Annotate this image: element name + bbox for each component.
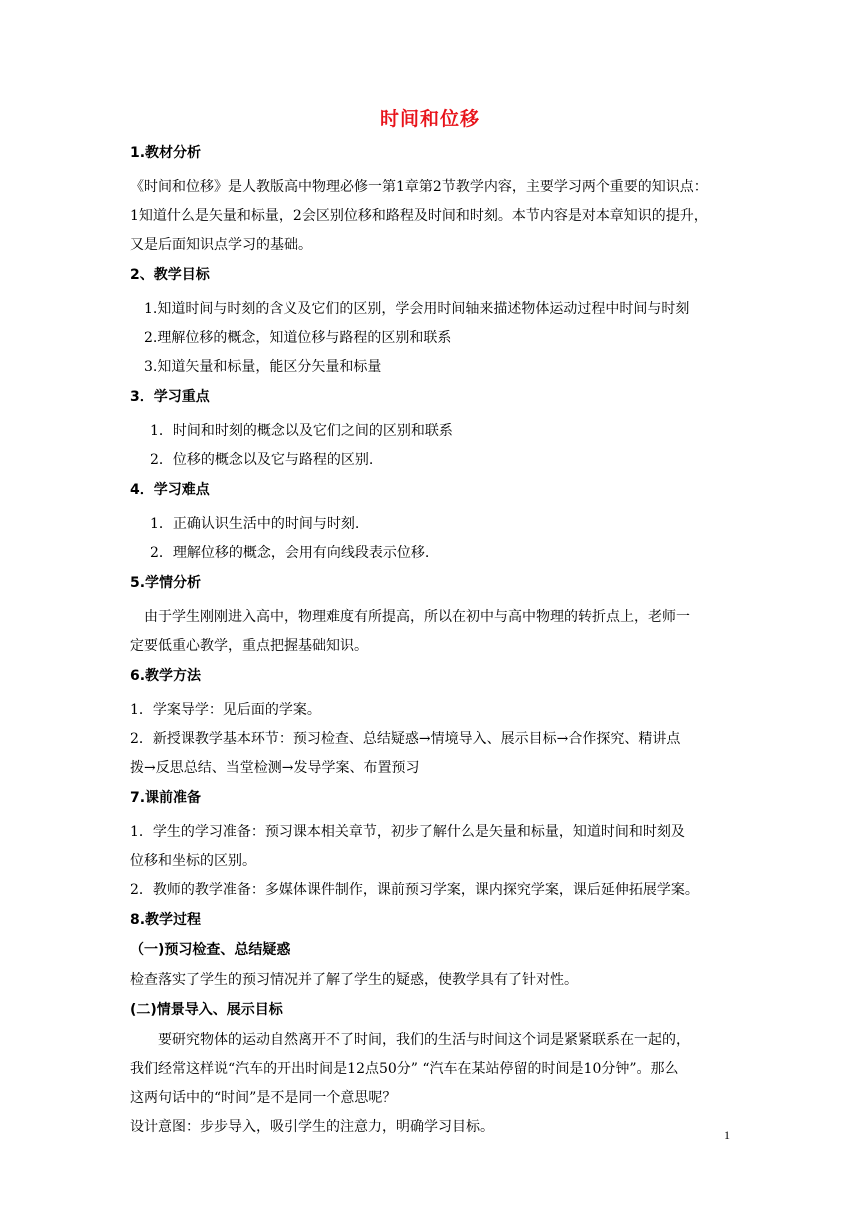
- list-item: 2．理解位移的概念，会用有向线段表示位移.: [150, 545, 430, 561]
- list-item: 2．新授课教学基本环节：预习检查、总结疑惑→情境导入、展示目标→合作探究、精讲点: [130, 731, 681, 747]
- list-item: 1．学生的学习准备：预习课本相关章节，初步了解什么是矢量和标量，知道时间和时刻及: [130, 824, 685, 840]
- list-item: 3.知道矢量和标量，能区分矢量和标量: [144, 359, 382, 375]
- section-heading-6: 6.教学方法: [130, 668, 202, 684]
- section-heading-3: 3．学习重点: [130, 389, 210, 405]
- list-item: 拨→反思总结、当堂检测→发导学案、布置预习: [130, 760, 420, 776]
- section-heading-7: 7.课前准备: [130, 790, 202, 806]
- list-item: 2．位移的概念以及它与路程的区别.: [150, 452, 374, 468]
- list-item: 1.知道时间与时刻的含义及它们的区别，学会用时间轴来描述物体运动过程中时间与时刻: [144, 301, 690, 317]
- paragraph-line: 定要低重心教学，重点把握基础知识。: [130, 638, 368, 654]
- list-item: 位移和坐标的区别。: [130, 853, 256, 869]
- section-heading-8: 8.教学过程: [130, 912, 202, 928]
- document-title: 时间和位移: [379, 108, 480, 130]
- paragraph-line: 这两句话中的“时间”是不是同一个意思呢？: [130, 1090, 397, 1106]
- subsection-heading-1: （一)预习检查、总结疑惑: [130, 942, 291, 958]
- list-item: 2.理解位移的概念，知道位移与路程的区别和联系: [144, 330, 452, 346]
- section-heading-1: 1.教材分析: [130, 145, 202, 161]
- paragraph-line: 又是后面知识点学习的基础。: [130, 237, 312, 253]
- section-heading-2: 2、教学目标: [130, 267, 210, 283]
- list-item: 1．正确认识生活中的时间与时刻.: [150, 516, 360, 532]
- list-item: 1．时间和时刻的概念以及它们之间的区别和联系: [150, 423, 453, 439]
- list-item: 1．学案导学：见后面的学案。: [130, 702, 321, 718]
- section-heading-4: 4．学习难点: [130, 482, 210, 498]
- paragraph-line: 由于学生刚刚进入高中，物理难度有所提高，所以在初中与高中物理的转折点上，老师一: [144, 609, 690, 625]
- list-item: 2．教师的教学准备：多媒体课件制作，课前预习学案，课内探究学案，课后延伸拓展学案。: [130, 882, 699, 898]
- section-heading-5: 5.学情分析: [130, 575, 202, 591]
- document-body: [130, 143, 732, 1142]
- paragraph-line: 我们经常这样说“汽车的开出时间是12点50分” “汽车在某站停留的时间是10分钟”。那么: [130, 1061, 679, 1077]
- paragraph-line: 1知道什么是矢量和标量，2会区别位移和路程及时间和时刻。本节内容是对本章知识的提升，: [130, 208, 708, 224]
- design-intent: 设计意图：步步导入，吸引学生的注意力，明确学习目标。: [130, 1119, 494, 1135]
- paragraph-line: 《时间和位移》是人教版高中物理必修一第1章第2节教学内容，主要学习两个重要的知识点：: [130, 179, 708, 195]
- subsection-heading-2: (二)情景导入、展示目标: [130, 1002, 283, 1018]
- paragraph-line: 要研究物体的运动自然离开不了时间，我们的生活与时间这个词是紧紧联系在一起的，: [158, 1032, 690, 1048]
- page-number: 1: [724, 1128, 730, 1142]
- paragraph-line: 检查落实了学生的预习情况并了解了学生的疑惑，使教学具有了针对性。: [130, 972, 578, 988]
